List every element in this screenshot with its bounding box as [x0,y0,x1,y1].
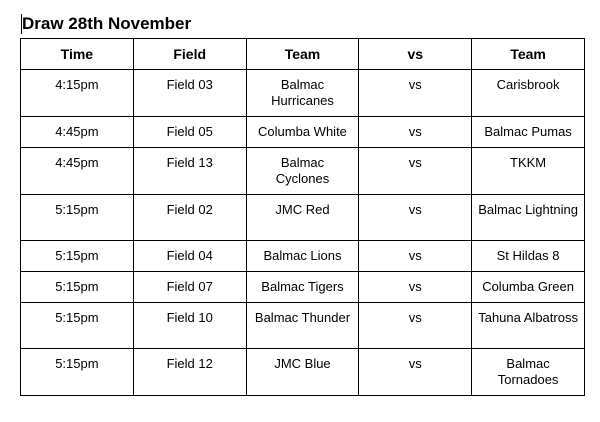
cell-team-away: Balmac Lightning [472,195,585,241]
cell-time: 4:15pm [21,70,134,117]
cell-vs: vs [359,148,472,195]
cell-team-home: Balmac Hurricanes [246,70,359,117]
cell-field: Field 03 [133,70,246,117]
cell-team-away: Tahuna Albatross [472,303,585,349]
cell-time: 5:15pm [21,195,134,241]
cell-time: 5:15pm [21,272,134,303]
cell-field: Field 10 [133,303,246,349]
cell-vs: vs [359,349,472,396]
cell-vs: vs [359,117,472,148]
cell-team-home: Balmac Lions [246,241,359,272]
cell-vs: vs [359,195,472,241]
table-row [21,303,585,349]
cell-team-away: Balmac Pumas [472,117,585,148]
cell-vs: vs [359,241,472,272]
cell-team-home: Balmac Tigers [246,272,359,303]
cell-vs: vs [359,272,472,303]
cell-time: 4:45pm [21,117,134,148]
cell-team-home: JMC Blue [246,349,359,396]
cell-field: Field 07 [133,272,246,303]
header-team-home: Team [246,39,359,70]
cell-time: 4:45pm [21,148,134,195]
table-row [21,272,585,303]
cell-team-away: TKKM [472,148,585,195]
cell-field: Field 04 [133,241,246,272]
cell-team-away: Carisbrook [472,70,585,117]
table-header-row [21,39,585,70]
cell-field: Field 13 [133,148,246,195]
cell-team-home: JMC Red [246,195,359,241]
cell-team-home: Balmac Thunder [246,303,359,349]
cell-field: Field 12 [133,349,246,396]
table-row [21,195,585,241]
table-row [21,70,585,117]
header-vs: vs [359,39,472,70]
cell-time: 5:15pm [21,303,134,349]
header-time: Time [21,39,134,70]
cell-field: Field 02 [133,195,246,241]
cell-team-away: St Hildas 8 [472,241,585,272]
cell-field: Field 05 [133,117,246,148]
cell-team-away: Columba Green [472,272,585,303]
cell-vs: vs [359,70,472,117]
header-team-away: Team [472,39,585,70]
cell-time: 5:15pm [21,241,134,272]
cell-time: 5:15pm [21,349,134,396]
table-row [21,148,585,195]
table-row [21,241,585,272]
header-field: Field [133,39,246,70]
draw-table [20,38,585,396]
table-row [21,117,585,148]
page-title: Draw 28th November [22,14,192,33]
cell-vs: vs [359,303,472,349]
cell-team-away: Balmac Tornadoes [472,349,585,396]
cell-team-home: Columba White [246,117,359,148]
cell-team-home: Balmac Cyclones [246,148,359,195]
table-row [21,349,585,396]
